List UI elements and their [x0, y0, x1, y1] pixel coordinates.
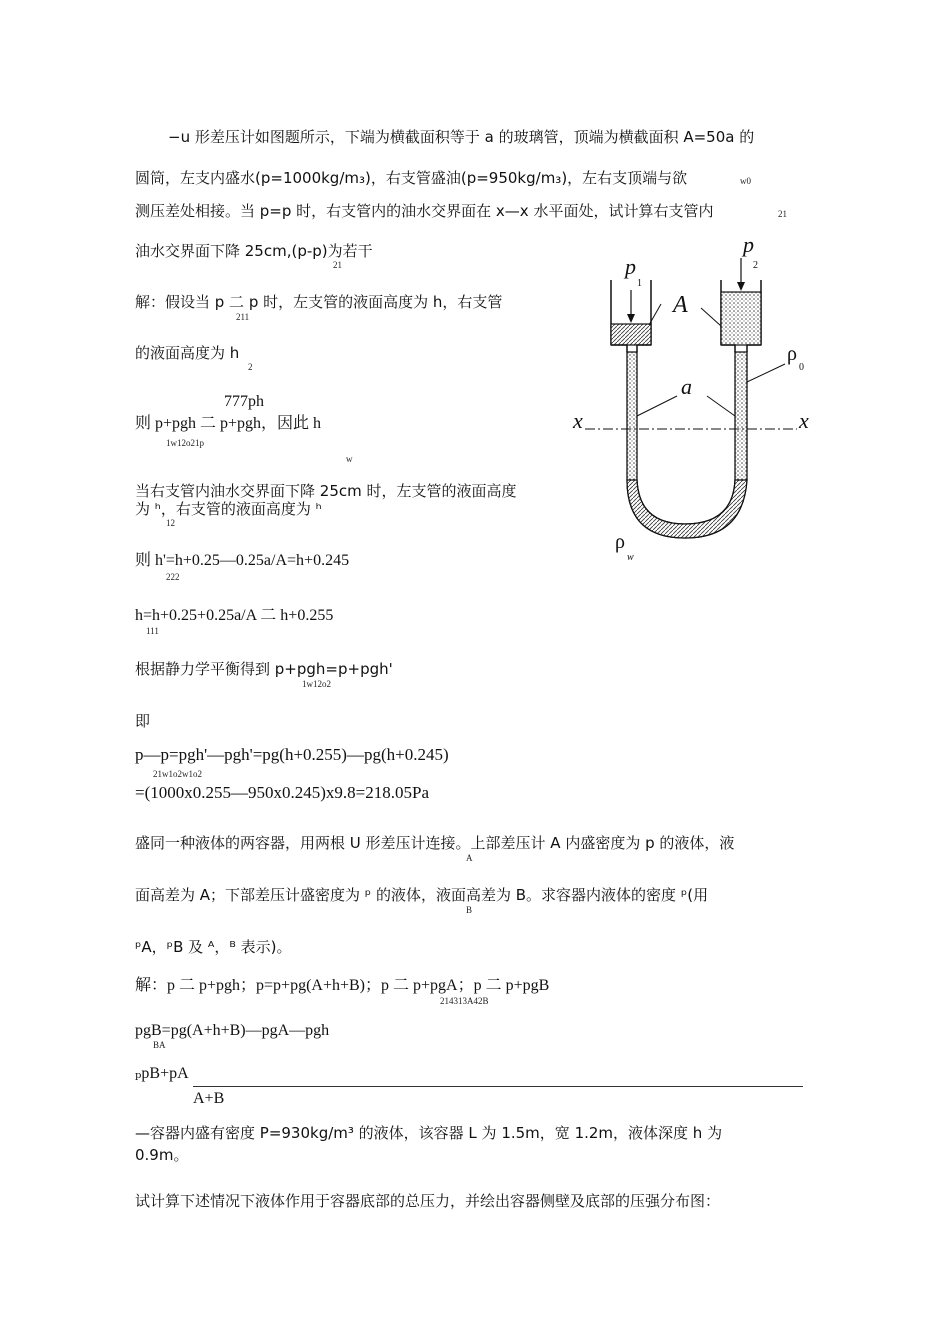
problem1-line4-sub: 21	[333, 260, 342, 270]
solution1-line11: =(1000x0.255—950x0.245)x9.8=218.05Pa	[135, 783, 429, 802]
problem1-line4: 油水交界面下降 25cm,(p-p)为若干	[135, 242, 373, 260]
problem3-line2: 0.9m。	[135, 1146, 189, 1164]
solution1-line1-sub: 211	[236, 312, 250, 322]
solution1-line3: 则 p+pgh 二 p+pgh，因此 h	[135, 415, 322, 432]
solution2-denominator: A+B	[193, 1090, 225, 1107]
solution1-line4: 当右支管内油水交界面下降 25cm 时，左支管的液面高度	[135, 482, 517, 500]
p2-sub: 2	[753, 260, 758, 271]
problem2-line1: 盛同一种液体的两容器，用两根 U 形差压计连接。上部差压计 A 内盛密度为 p 的液体，液	[135, 834, 735, 852]
solution1-line10-sub: 21w1o2w1o2	[153, 769, 202, 779]
solution1-line2: 的液面高度为 h	[135, 344, 240, 362]
problem2-line3: ᵖA，ᵖB 及 ᴬ，ᴮ 表示)。	[135, 938, 292, 956]
p1-label: p	[625, 254, 636, 279]
problem1-line2-tag: w0	[740, 176, 751, 186]
rho0-sub: 0	[799, 362, 804, 373]
solution1-line7: h=h+0.25+0.25a/A 二 h+0.255	[135, 607, 334, 624]
solution1-line3-sub2: w	[346, 454, 353, 464]
rhow-label: ρ	[615, 531, 625, 553]
solution1-line8-sub: 1w12o2	[302, 679, 331, 689]
solution2-numerator: ₚpB+pA	[135, 1065, 189, 1082]
solution2-line2: pgB=pg(A+h+B)—pgA—pgh	[135, 1022, 330, 1039]
area-A-label: A	[673, 292, 688, 318]
x-left-label: x	[573, 408, 583, 433]
solution1-line6-sub: 222	[166, 572, 180, 582]
solution1-line3-sup: 777ph	[224, 393, 264, 410]
p1-sub: 1	[637, 278, 642, 289]
solution1-line7-sub: 111	[146, 626, 159, 636]
solution1-line9: 即	[135, 712, 151, 730]
solution1-line1: 解：假设当 p 二 p 时，左支管的液面高度为 h，右支管	[135, 293, 503, 311]
problem1-line1: −u 形差压计如图题所示，下端为横截面积等于 a 的玻璃管，顶端为横截面积 A=50a 的	[168, 128, 755, 146]
rho0-label: ρ	[787, 343, 797, 365]
u-tube-manometer-figure	[565, 230, 825, 570]
problem2-line2-sub: B	[466, 905, 473, 915]
x-right-label: x	[799, 408, 809, 433]
problem1-line2: 圆筒，左支内盛水(p=1000kg/m₃)，右支管盛油(p=950kg/m₃)，左右支顶端与欲	[135, 169, 688, 187]
fraction-bar	[193, 1086, 803, 1087]
solution1-line5-sub: 12	[166, 518, 175, 528]
rhow-sub: w	[627, 552, 634, 563]
solution1-line8: 根据静力学平衡得到 p+pgh=p+pgh'	[135, 660, 393, 678]
problem2-line2: 面高差为 A；下部差压计盛密度为 ᵖ 的液体，液面高差为 B。求容器内液体的密度 ᵖ(用	[135, 886, 709, 904]
problem1-line3-tag: 21	[778, 209, 787, 219]
solution1-line2-sub: 2	[248, 362, 253, 372]
solution2-line2-sub: BA	[153, 1040, 166, 1050]
solution1-line6: 则 h'=h+0.25—0.25a/A=h+0.245	[135, 552, 350, 569]
solution1-line10: p—p=pgh'—pgh'=pg(h+0.255)—pg(h+0.245)	[135, 745, 449, 764]
solution1-line3-sub: 1w12o21p	[166, 438, 204, 448]
problem3-line3: 试计算下述情况下液体作用于容器底部的总压力，并绘出容器侧壁及底部的压强分布图：	[135, 1192, 721, 1210]
area-a-label: a	[681, 374, 692, 399]
solution2-line1-sub: 214313A42B	[440, 996, 489, 1006]
solution2-line1: 解：p 二 p+pgh；p=p+pg(A+h+B)；p 二 p+pgA；p 二 p+pgB	[135, 977, 550, 994]
problem3-line1: —容器内盛有密度 P=930kg/m³ 的液体，该容器 L 为 1.5m，宽 1.2m，液体深度 h 为	[135, 1124, 723, 1142]
p2-label: p	[743, 232, 754, 257]
problem2-line1-sub: A	[466, 853, 473, 863]
problem1-line3: 测压差处相接。当 p=p 时，右支管内的油水交界面在 x—x 水平面处，试计算右支管内	[135, 202, 714, 220]
solution1-line5: 为 ʰ，右支管的液面高度为 ʰ	[135, 500, 322, 518]
